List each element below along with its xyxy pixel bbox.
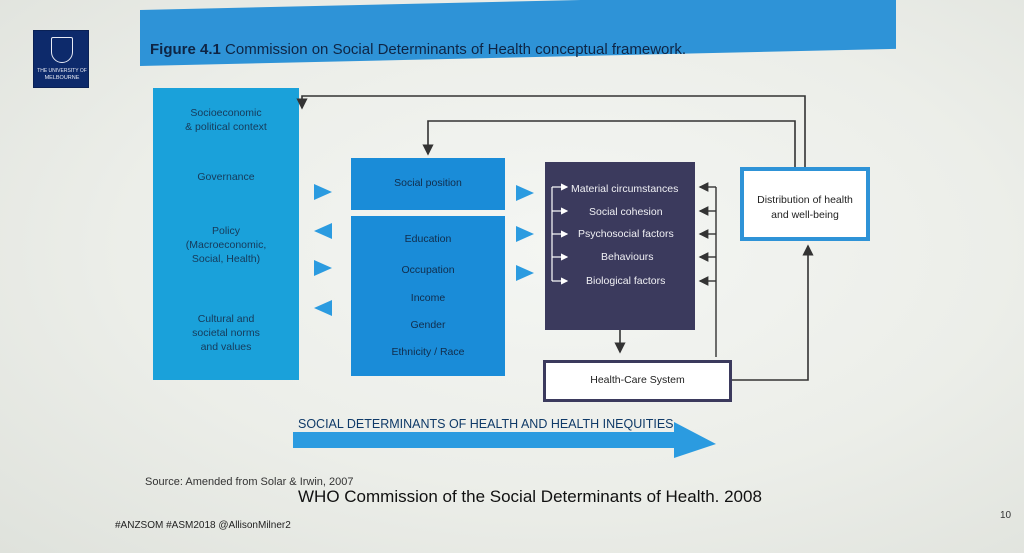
structural-item: Occupation bbox=[401, 264, 455, 276]
triangle-left-icon bbox=[314, 300, 332, 316]
policy-line-3: Social, Health) bbox=[191, 253, 261, 265]
structural-item: Gender bbox=[410, 319, 446, 331]
intermediary-item: Psychosocial factors bbox=[578, 228, 674, 240]
logo-line-1: THE UNIVERSITY OF bbox=[37, 68, 87, 74]
structural-item: Income bbox=[410, 292, 446, 304]
triangle-right-icon bbox=[516, 226, 534, 242]
structural-item: Ethnicity / Race bbox=[391, 346, 465, 358]
policy-line-2: (Macroeconomic, bbox=[185, 239, 267, 251]
source-citation: Source: Amended from Solar & Irwin, 2007 bbox=[145, 476, 354, 488]
distribution-line-1: Distribution of health bbox=[757, 194, 853, 206]
feedback-arrow-social-position bbox=[428, 121, 795, 167]
page-number: 10 bbox=[1000, 510, 1012, 521]
footer-hashtags: #ANZSOM #ASM2018 @AllisonMilner2 bbox=[115, 520, 291, 531]
socioeconomic-line-1: Socioeconomic bbox=[190, 107, 262, 119]
health-care-feedback-arrow bbox=[732, 246, 808, 380]
cultural-line-2: societal norms bbox=[192, 327, 260, 339]
triangle-right-icon bbox=[314, 184, 332, 200]
structural-item: Education bbox=[404, 233, 452, 245]
health-care-label: Health-Care System bbox=[590, 374, 685, 386]
triangle-right-icon bbox=[314, 260, 332, 276]
sdh-label: SOCIAL DETERMINANTS OF HEALTH AND HEALTH INEQUITIES bbox=[298, 417, 674, 431]
triangle-right-icon bbox=[516, 185, 534, 201]
logo-line-2: MELBOURNE bbox=[44, 75, 80, 81]
figure-number: Figure 4.1 bbox=[150, 41, 221, 58]
social-position-label: Social position bbox=[394, 177, 462, 189]
who-caption: WHO Commission of the Social Determinants of Health. 2008 bbox=[298, 487, 762, 506]
triangle-left-icon bbox=[314, 223, 332, 239]
distribution-line-2: and well-being bbox=[771, 209, 839, 221]
policy-line-1: Policy bbox=[211, 225, 240, 237]
intermediary-item: Biological factors bbox=[586, 275, 666, 287]
cultural-line-1: Cultural and bbox=[197, 313, 255, 325]
intermediary-item: Behaviours bbox=[601, 251, 654, 263]
feedback-arrow-context bbox=[302, 96, 805, 167]
cultural-line-3: and values bbox=[200, 341, 252, 353]
figure-title-text: Commission on Social Determinants of Health conceptual framework. bbox=[225, 41, 687, 58]
governance-label: Governance bbox=[197, 171, 255, 183]
triangle-right-icon bbox=[516, 265, 534, 281]
socioeconomic-line-2: & political context bbox=[185, 121, 267, 133]
intermediary-item: Material circumstances bbox=[571, 183, 679, 195]
intermediary-item: Social cohesion bbox=[589, 206, 663, 218]
